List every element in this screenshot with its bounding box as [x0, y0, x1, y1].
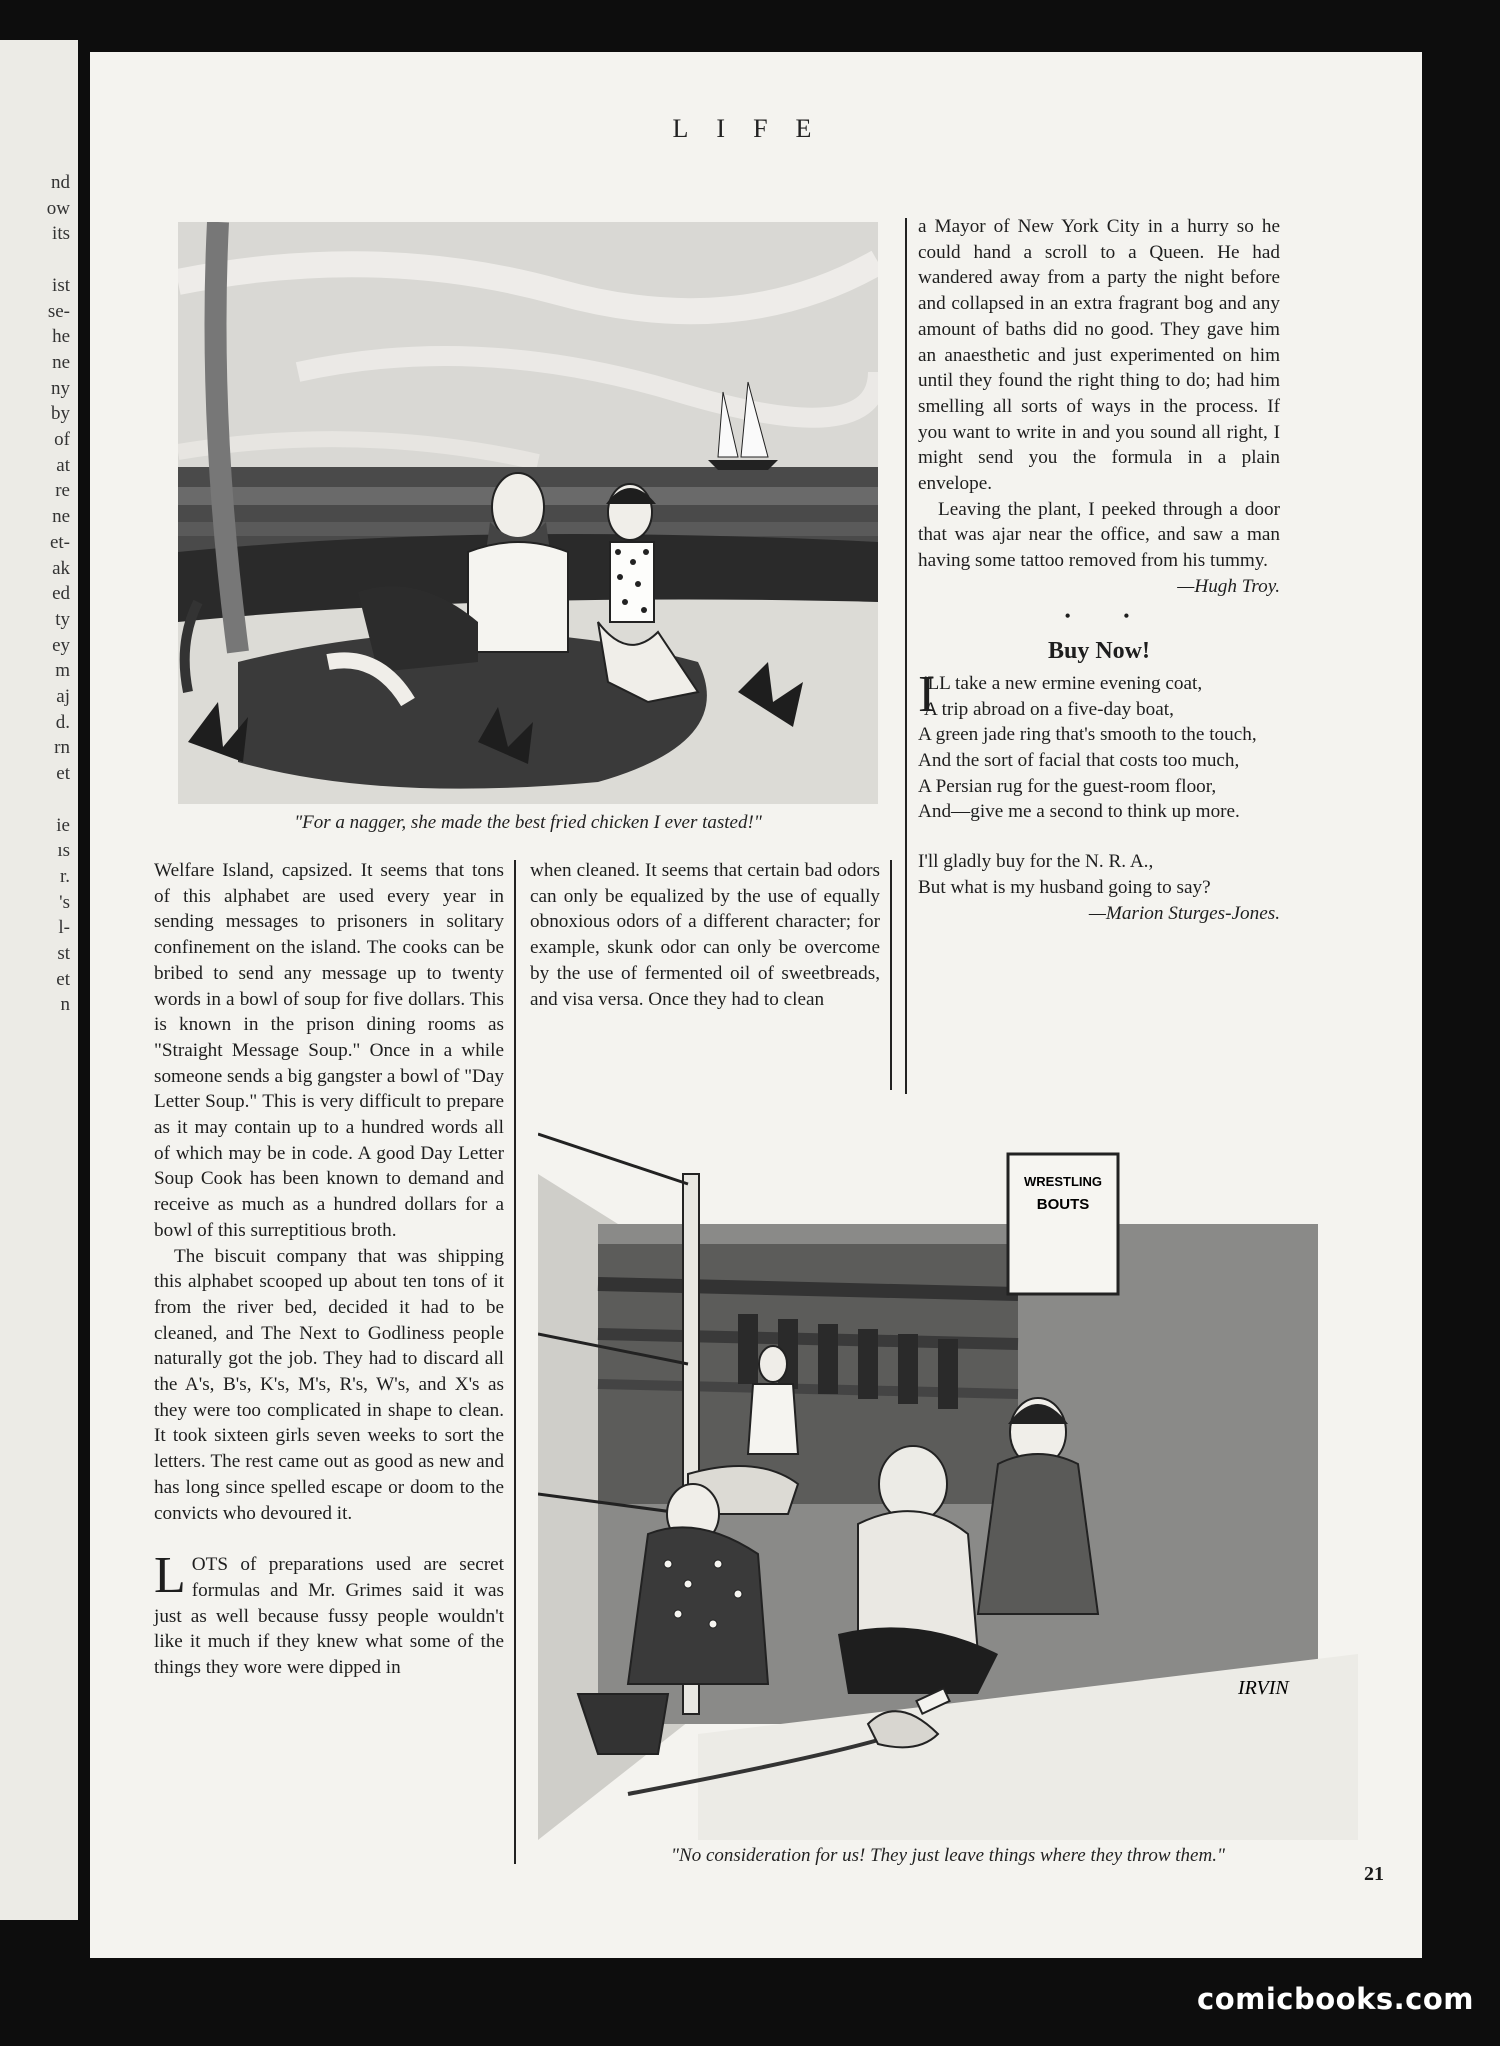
previous-page-fragment: ow	[46, 197, 70, 219]
beach-cartoon-drawing	[178, 222, 878, 804]
previous-page-fragment: re	[55, 480, 70, 502]
previous-page-fragment: ak	[52, 557, 70, 579]
previous-page-fragment: ne	[52, 351, 70, 373]
article-paragraph-text: OTS of preparations used are secret formulas and Mr. Grimes said it was just as well because fussy people wouldn't like it much if they knew what some of the things they wore were dipped in	[154, 1554, 504, 1679]
previous-page-edge	[0, 40, 78, 1920]
sign-text-line2: BOUTS	[1036, 1196, 1090, 1213]
article-signature: —Hugh Troy.	[1177, 575, 1280, 597]
previous-page-fragment: m	[55, 660, 70, 682]
previous-page-fragment: st	[57, 943, 70, 964]
previous-page-fragment: r.	[59, 865, 70, 887]
previous-page-fragment: he	[52, 326, 70, 348]
poem-line: But what is my husband going to say?	[918, 876, 1211, 898]
section-divider: • •	[1064, 605, 1154, 626]
previous-page-fragment: 's	[59, 891, 70, 913]
poem-line: And the sort of facial that costs too much,	[918, 750, 1240, 772]
beach-cartoon-caption: "For a nagger, she made the best fried chicken I ever tasted!"	[294, 812, 762, 833]
poem-line: And—give me a second to think up more.	[918, 801, 1240, 823]
previous-page-fragment: at	[56, 454, 70, 476]
previous-page-fragment: ıs	[57, 840, 70, 862]
previous-page-fragment: se-	[47, 300, 70, 322]
artist-signature: IRVIN	[1238, 1677, 1289, 1699]
article-paragraph: when cleaned. It seems that certain bad odors can only be equalized by the use of equally obnoxious odors of a different character; for example, skunk odor can only be overcome by the use of fermented oil of sweetbreads, and visa versa. Once they had to clean	[530, 860, 880, 1010]
previous-page-fragment: nd	[51, 172, 70, 193]
wrestling-cartoon-caption: "No consideration for us! They just leave things where they throw them."	[671, 1845, 1225, 1866]
previous-page-fragment: et	[56, 968, 70, 990]
previous-page-fragment: ty	[55, 608, 70, 630]
previous-page-fragment: et	[56, 763, 70, 785]
wrestling-cartoon	[538, 1094, 1358, 1840]
magazine-page	[90, 52, 1422, 1958]
previous-page-fragment: et-	[49, 531, 70, 553]
previous-page-fragment: its	[52, 223, 70, 245]
previous-page-fragment: ny	[51, 377, 70, 399]
article-paragraph: The biscuit company that was shipping this alphabet scooped up about ten tons of it from the river bed, decided it had to be cleaned, and The Next to Godliness people naturally got the job. They had to discard all the A's, B's, K's, M's, R's, W's, and X's as they were too complicated in shape to clean. It took sixteen girls seven weeks to sort the letters. The rest came out as good as new and has long since spelled escape or doom to the convicts who devoured it.	[154, 1245, 504, 1524]
previous-page-fragment: ey	[52, 634, 70, 656]
column-rule-left	[514, 860, 516, 1864]
poem-line: I 'LL take a new ermine evening coat,	[918, 665, 1203, 723]
article-paragraph: Leaving the plant, I peeked through a door that was ajar near the office, and saw a man having some tattoo removed from his tummy.	[918, 498, 1280, 572]
poem-body	[918, 665, 1280, 926]
previous-page-fragment: l-	[58, 917, 70, 939]
poem-line: A green jade ring that's smooth to the touch,	[918, 724, 1257, 746]
sign-text-line1: WRESTLING	[1024, 1174, 1102, 1189]
article-paragraph: Welfare Island, capsized. It seems that tons of this alphabet are used every year in sending messages to prisoners in solitary confinement on the island. The cooks can be bribed to send any message up to twenty words in a bowl of soup for five dollars. This is known in the prison dining rooms as "Straight Message Soup." Once in a while someone sends a big gangster a bowl of "Day Letter Soup." This is very difficult to prepare as it may contain up to a hundred words all of which may be in code. A good Day Letter Soup Cook has been known to demand and receive as much as a hundred dollars for a bowl of this surreptitious broth.	[154, 860, 504, 1241]
article-column-3	[918, 214, 1280, 926]
poem-line: I'll gladly buy for the N. R. A.,	[918, 851, 1154, 873]
article-column-1	[154, 858, 504, 1681]
previous-page-fragment: aj	[56, 686, 70, 707]
column-rule-mid	[890, 860, 892, 1090]
watermark: comicbooks.com	[1197, 1982, 1474, 2016]
previous-page-fragment: n	[60, 994, 70, 1016]
previous-page-fragment: rn	[54, 737, 70, 759]
page-number: 21	[1364, 1863, 1384, 1885]
previous-page-fragment: by	[51, 403, 70, 425]
poem-line: A Persian rug for the guest-room floor,	[918, 775, 1217, 797]
previous-page-fragment: ist	[52, 274, 70, 296]
drop-cap: L	[154, 1547, 186, 1605]
previous-page-fragment: ne	[52, 506, 70, 528]
previous-page-fragment: ie	[56, 814, 70, 836]
article-paragraph: a Mayor of New York City in a hurry so he could hand a scroll to a Queen. He had wandered away from a party the night before and collapsed in an extra fragrant bog and any amount of baths did no good. They gave him an anaesthetic and just experimented on him until they found the right thing to do; had him smelling all sorts of ways in the process. If you want to write in and you sound all right, I might send you the formula in a plain envelope.	[918, 216, 1280, 495]
article-paragraph-dropcap	[154, 1547, 504, 1681]
previous-page-fragment: d.	[55, 711, 70, 733]
magazine-header: LIFE	[672, 114, 840, 143]
poem-title: Buy Now!	[1047, 638, 1150, 665]
beach-cartoon	[178, 222, 878, 804]
poem-line: A trip abroad on a five-day boat,	[924, 698, 1174, 720]
column-rule-top	[905, 218, 907, 1098]
wrestling-cartoon-drawing	[538, 1094, 1358, 1840]
poem-signature: —Marion Sturges-Jones.	[1088, 902, 1280, 924]
previous-page-fragment: of	[54, 429, 70, 450]
previous-page-fragment: ed	[52, 583, 70, 605]
article-column-2	[530, 858, 880, 1012]
